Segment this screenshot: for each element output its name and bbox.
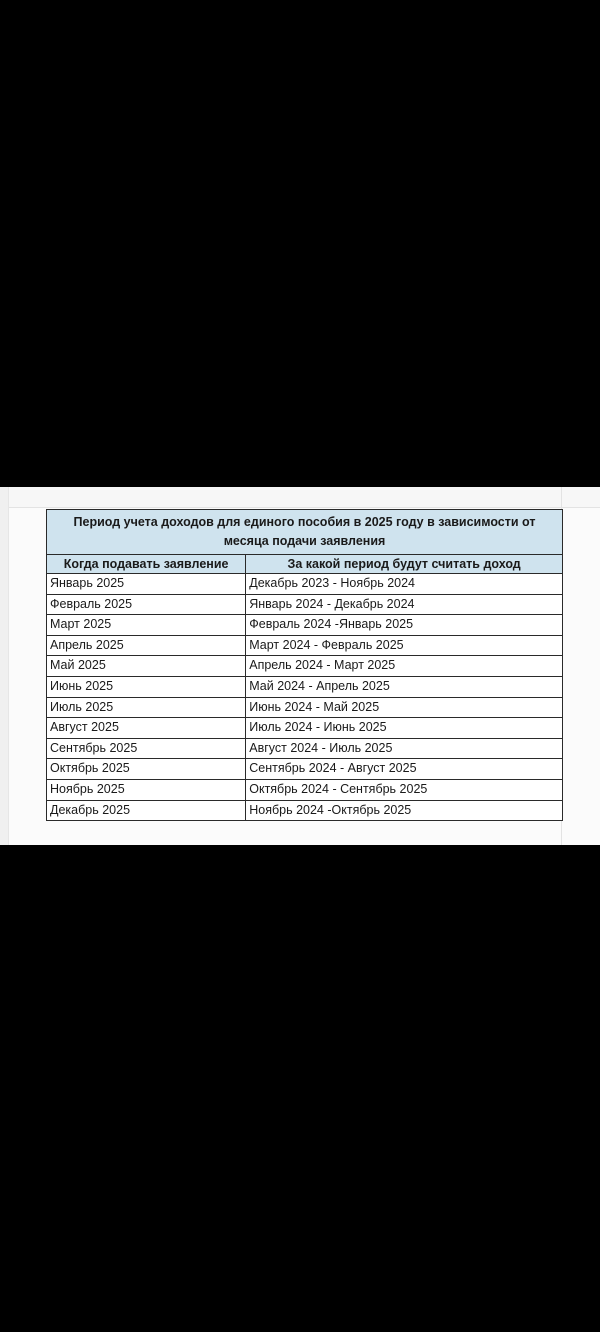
apply-month-cell: Март 2025 (47, 615, 246, 636)
table-row (47, 779, 563, 800)
apply-month-cell: Декабрь 2025 (47, 800, 246, 821)
table-row (47, 574, 563, 595)
apply-month-cell: Июнь 2025 (47, 676, 246, 697)
apply-month-cell: Январь 2025 (47, 574, 246, 595)
income-period-cell: Декабрь 2023 - Ноябрь 2024 (246, 574, 563, 595)
income-period-cell: Июль 2024 - Июнь 2025 (246, 718, 563, 739)
apply-month-cell: Ноябрь 2025 (47, 779, 246, 800)
apply-month-cell: Февраль 2025 (47, 594, 246, 615)
apply-month-cell: Июль 2025 (47, 697, 246, 718)
table-header-row (47, 555, 563, 574)
sheet-right-gridline (561, 487, 600, 845)
table-row (47, 676, 563, 697)
income-period-cell: Июнь 2024 - Май 2025 (246, 697, 563, 718)
income-period-cell: Октябрь 2024 - Сентябрь 2025 (246, 779, 563, 800)
income-period-cell: Январь 2024 - Декабрь 2024 (246, 594, 563, 615)
table-row (47, 759, 563, 780)
apply-month-cell: Октябрь 2025 (47, 759, 246, 780)
apply-month-cell: Апрель 2025 (47, 635, 246, 656)
income-period-cell: Август 2024 - Июль 2025 (246, 738, 563, 759)
table-row (47, 635, 563, 656)
table-row (47, 594, 563, 615)
sheet-top-gridline (0, 487, 600, 508)
income-period-cell: Март 2024 - Февраль 2025 (246, 635, 563, 656)
table-row (47, 656, 563, 677)
table-row (47, 718, 563, 739)
income-period-cell: Ноябрь 2024 -Октябрь 2025 (246, 800, 563, 821)
table-row (47, 615, 563, 636)
column-header-income-period: За какой период будут считать доход (246, 555, 563, 574)
income-period-cell: Май 2024 - Апрель 2025 (246, 676, 563, 697)
table-title: Период учета доходов для единого пособия в 2025 году в зависимости от месяца подачи заявления (47, 510, 563, 555)
income-period-table (46, 509, 563, 821)
table-row (47, 697, 563, 718)
sheet-left-gridline (0, 487, 9, 845)
apply-month-cell: Сентябрь 2025 (47, 738, 246, 759)
income-period-cell: Апрель 2024 - Март 2025 (246, 656, 563, 677)
apply-month-cell: Август 2025 (47, 718, 246, 739)
table-row (47, 800, 563, 821)
table-title-row (47, 510, 563, 555)
apply-month-cell: Май 2025 (47, 656, 246, 677)
column-header-apply-month: Когда подавать заявление (47, 555, 246, 574)
table-row (47, 738, 563, 759)
income-period-cell: Сентябрь 2024 - Август 2025 (246, 759, 563, 780)
income-period-cell: Февраль 2024 -Январь 2025 (246, 615, 563, 636)
spreadsheet-image (0, 487, 600, 845)
